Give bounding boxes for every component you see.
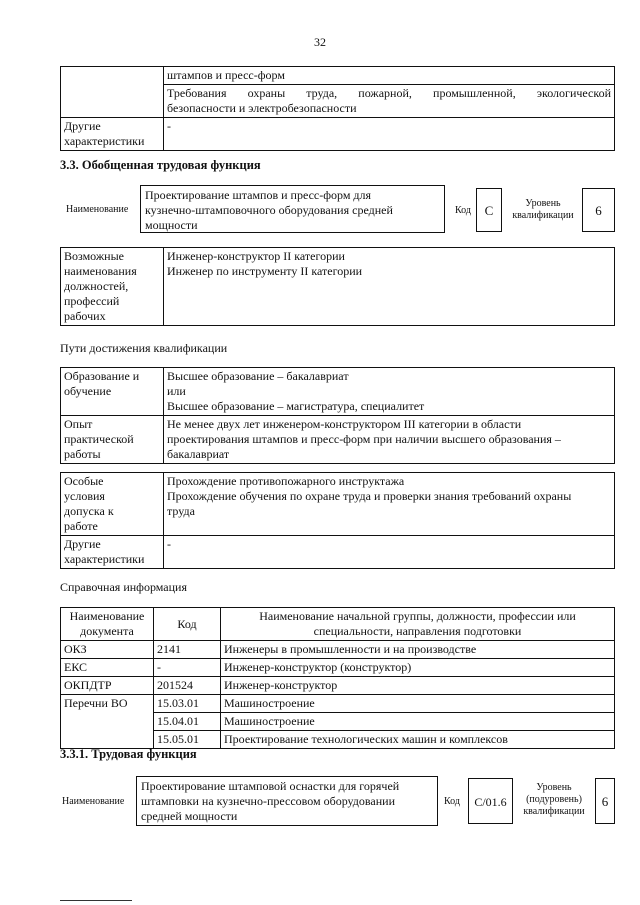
education-line: Высшее образование – бакалавриат <box>167 369 349 383</box>
conditions-label-line: условия <box>64 489 105 503</box>
experience-label-line: работы <box>64 447 101 461</box>
top-continuation-table <box>60 66 615 151</box>
other-characteristics-value: - <box>164 118 615 151</box>
top-row2 <box>164 85 615 118</box>
conditions-other-label-line: Другие <box>64 537 101 551</box>
labor-function-name-line1: Проектирование штамповой оснастки для горячей <box>141 779 400 793</box>
education-line: Высшее образование – магистратура, специалитет <box>167 399 425 413</box>
ref-name-cell: Проектирование технологических машин и комплексов <box>221 731 615 749</box>
ref-header-name-line: Наименование начальной группы, должности, профессии или <box>259 609 576 623</box>
section-3-3-heading: 3.3. Обобщенная трудовая функция <box>60 158 261 172</box>
conditions-label-line: допуска к <box>64 504 114 518</box>
ref-code-cell: 2141 <box>154 641 221 659</box>
experience-label-line: Опыт <box>64 417 93 431</box>
positions-table <box>60 247 615 326</box>
conditions-line: труда <box>167 504 195 518</box>
conditions-values <box>164 473 615 536</box>
education-table <box>60 367 615 464</box>
ref-name-cell: Машиностроение <box>221 695 615 713</box>
reference-heading: Справочная информация <box>60 580 187 594</box>
labor-function-name-box <box>136 776 438 826</box>
level-label-2-line: (подуровень) <box>526 794 582 805</box>
ref-doc-cell: ОКЗ <box>61 641 154 659</box>
ref-header-name-line: специальности, направления подготовки <box>313 624 522 638</box>
other-characteristics-label <box>61 118 164 151</box>
education-line: или <box>167 384 186 398</box>
code-label-2: Код <box>444 796 460 807</box>
paths-heading: Пути достижения квалификации <box>60 341 228 355</box>
positions-label-line: наименования <box>64 264 137 278</box>
reference-table <box>60 607 615 749</box>
table-row <box>61 677 615 695</box>
level-label-line2: квалификации <box>512 210 574 221</box>
level-value-box-2: 6 <box>595 778 615 824</box>
conditions-label-line: Особые <box>64 474 104 488</box>
ref-code-cell: - <box>154 659 221 677</box>
empty-label-cell <box>61 67 164 118</box>
conditions-other-label-line: характеристики <box>64 552 145 566</box>
table-row <box>61 641 615 659</box>
ref-header-code: Код <box>154 608 221 641</box>
education-label-line2: обучение <box>64 384 112 398</box>
name-label-2: Наименование <box>62 796 125 807</box>
top-row2-line2: безопасности и электробезопасности <box>167 101 357 115</box>
experience-label <box>61 416 164 464</box>
level-value-box: 6 <box>582 188 615 232</box>
experience-line: бакалавриат <box>167 447 230 461</box>
labor-function-name-line2: штамповки на кузнечно-прессовом оборудовании <box>141 794 395 808</box>
conditions-other-value: - <box>164 536 615 569</box>
function-name-line1: Проектирование штампов и пресс-форм для <box>145 188 372 202</box>
ref-code-cell: 15.04.01 <box>154 713 221 731</box>
position-item: Инженер по инструменту II категории <box>167 264 363 278</box>
ref-doc-cell: ОКПДТР <box>61 677 154 695</box>
positions-label-line: рабочих <box>64 309 106 323</box>
function-name-line3: мощности <box>145 218 198 232</box>
top-row2-line1: Требования охраны труда, пожарной, промышленной, экологической <box>167 86 611 100</box>
ref-name-cell: Машиностроение <box>221 713 615 731</box>
positions-values <box>164 248 615 326</box>
level-label-2-line: Уровень <box>536 782 572 793</box>
ref-name-cell: Инженер-конструктор <box>221 677 615 695</box>
conditions-label <box>61 473 164 536</box>
ref-header-doc-line: документа <box>80 624 134 638</box>
level-label <box>508 198 578 222</box>
section-3-3-1-heading: 3.3.1. Трудовая функция <box>60 747 197 761</box>
positions-label <box>61 248 164 326</box>
education-values <box>164 368 615 416</box>
ref-name-cell: Инженер-конструктор (конструктор) <box>221 659 615 677</box>
other-label-line2: характеристики <box>64 134 145 148</box>
education-label-line1: Образование и <box>64 369 140 383</box>
ref-header-doc-line: Наименование <box>69 609 145 623</box>
positions-label-line: профессий <box>64 294 120 308</box>
ref-doc-cell: ЕКС <box>61 659 154 677</box>
conditions-table <box>60 472 615 569</box>
level-label-2-line: квалификации <box>523 806 585 817</box>
function-name-line2: кузнечно-штамповочного оборудования средней <box>145 203 393 217</box>
positions-label-line: Возможные <box>64 249 124 263</box>
conditions-label-line: работе <box>64 519 98 533</box>
function-name-box <box>140 185 445 233</box>
conditions-other-label <box>61 536 164 569</box>
top-row1: штампов и пресс-форм <box>164 67 615 85</box>
conditions-line: Прохождение обучения по охране труда и проверки знания требований охраны <box>167 489 572 503</box>
level-label-2 <box>517 782 591 818</box>
ref-name-cell: Инженеры в промышленности и на производстве <box>221 641 615 659</box>
conditions-line: Прохождение противопожарного инструктажа <box>167 474 405 488</box>
education-label <box>61 368 164 416</box>
name-label: Наименование <box>66 204 129 215</box>
code-value-box: C <box>476 188 502 232</box>
ref-code-cell: 15.03.01 <box>154 695 221 713</box>
ref-code-cell: 15.05.01 <box>154 731 221 749</box>
ref-code-cell: 201524 <box>154 677 221 695</box>
position-item: Инженер-конструктор II категории <box>167 249 345 263</box>
code-value-box-2: C/01.6 <box>468 778 513 824</box>
ref-header-doc <box>61 608 154 641</box>
experience-line: проектирования штампов и пресс-форм при наличии высшего образования – <box>167 432 561 446</box>
experience-label-line: практической <box>64 432 134 446</box>
page-number: 32 <box>314 35 326 49</box>
experience-values <box>164 416 615 464</box>
ref-doc-cell: Перечни ВО <box>61 695 154 749</box>
footnote-divider <box>60 900 132 901</box>
experience-line: Не менее двух лет инженером-конструктором III категории в области <box>167 417 522 431</box>
table-row <box>61 695 615 713</box>
positions-label-line: должностей, <box>64 279 129 293</box>
ref-header-name <box>221 608 615 641</box>
other-label-line1: Другие <box>64 119 101 133</box>
code-label: Код <box>455 205 471 216</box>
table-row <box>61 659 615 677</box>
level-label-line1: Уровень <box>525 198 561 209</box>
labor-function-name-line3: средней мощности <box>141 809 238 823</box>
